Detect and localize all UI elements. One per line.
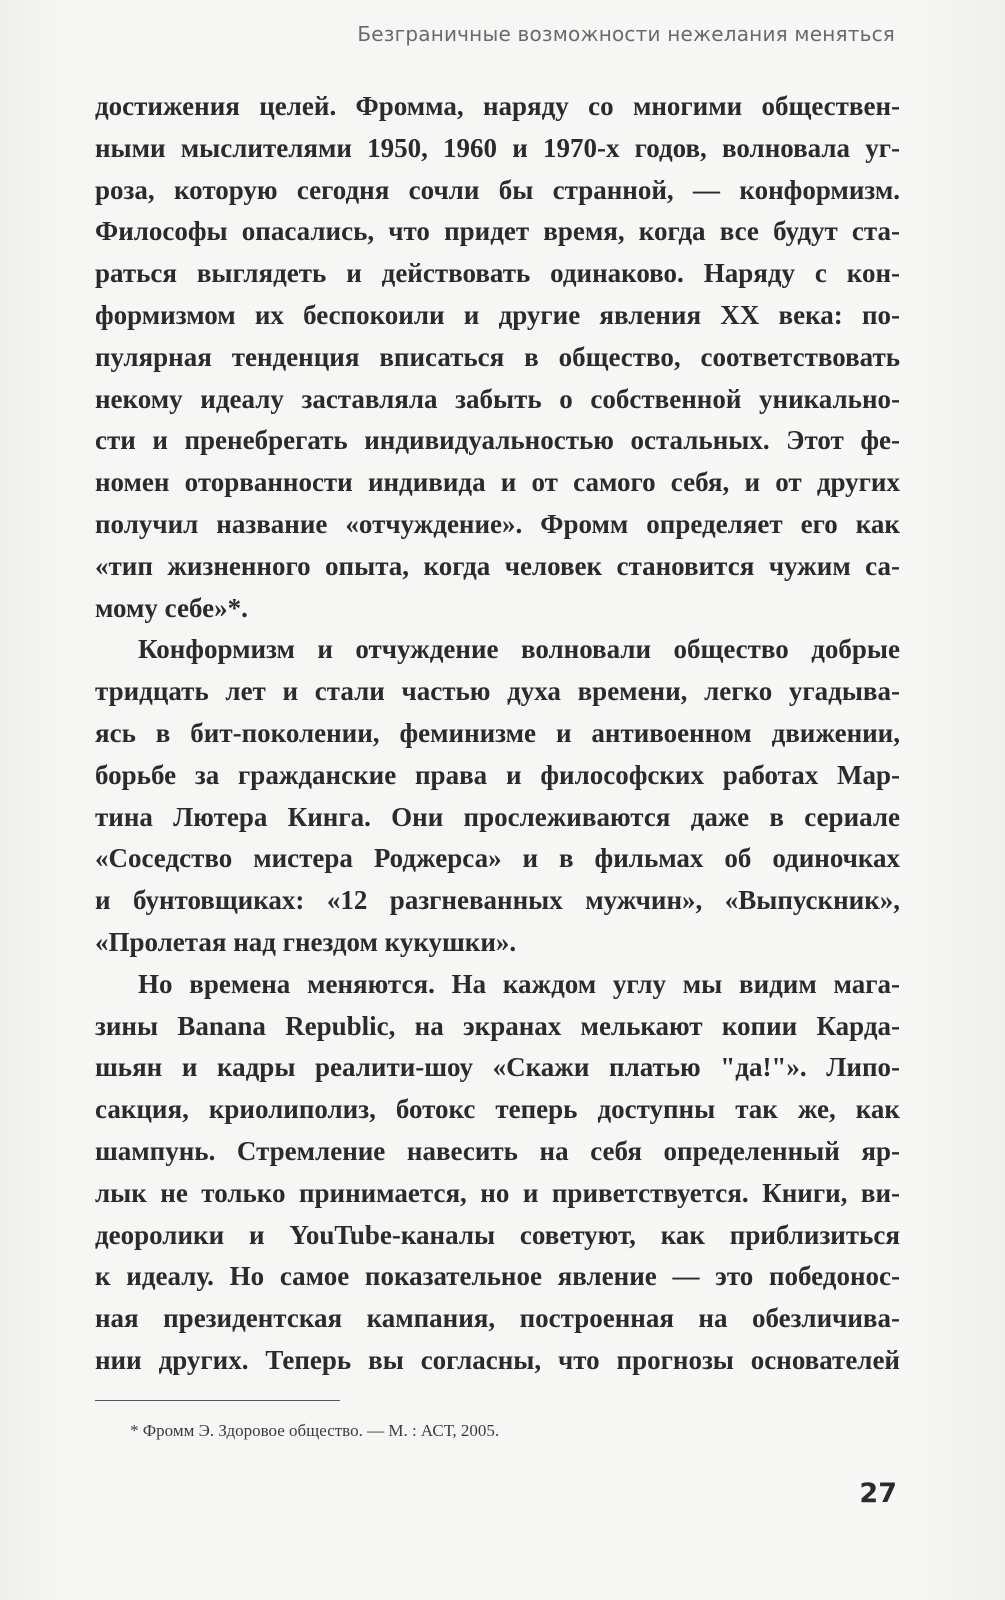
- text-line: достижения целей. Фромма, наряду со многими обществен-: [95, 91, 900, 121]
- text-line: ная президентская кампания, построенная на обезличива-: [95, 1303, 900, 1334]
- text-line: некому идеалу заставляла забыть о собственной уникально-: [95, 383, 900, 414]
- paragraph-start-line: Но времена меняются. На каждом углу мы видим мага-: [138, 968, 900, 999]
- text-line: сти и пренебрегать индивидуальностью остальных. Этот фе-: [95, 425, 900, 456]
- paragraph-start-line: Конформизм и отчуждение волновали общество добрые: [138, 634, 900, 665]
- text-line: лык не только принимается, но и приветствуется. Книги, ви-: [95, 1177, 900, 1208]
- text-line: получил название «отчуждение». Фромм определяет его как: [95, 508, 900, 539]
- text-line: и бунтовщиках: «12 разгневанных мужчин», «Выпускник»,: [95, 885, 900, 916]
- text-line: «Пролетая над гнездом кукушки».: [95, 926, 517, 957]
- text-line: Философы опасались, что придет время, когда все будут ста-: [95, 216, 900, 247]
- text-line: мому себе»*.: [95, 592, 248, 623]
- text-line: раться выглядеть и действовать одинаково. Наряду с кон-: [95, 258, 900, 289]
- page-number: 27: [859, 1478, 897, 1509]
- footnote: * Фромм Э. Здоровое общество. — М. : АСТ, 2005.: [130, 1421, 500, 1440]
- text-line: ными мыслителями 1950, 1960 и 1970-х годов, волновала уг-: [95, 132, 900, 163]
- footnote-divider: [95, 1400, 340, 1401]
- text-line: формизмом их беспокоили и другие явления XX века: по-: [95, 299, 900, 330]
- text-line: тина Лютера Кинга. Они прослеживаются даже в сериале: [95, 801, 900, 832]
- text-line: номен оторванности индивида и от самого себя, и от других: [95, 467, 900, 498]
- text-line: тридцать лет и стали частью духа времени, легко угадыва-: [95, 676, 900, 707]
- text-line: деоролики и YouTube-каналы советуют, как приблизиться: [95, 1219, 900, 1250]
- text-line: сакция, криолиполиз, ботокс теперь доступны так же, как: [95, 1094, 900, 1125]
- text-line: «Соседство мистера Роджерса» и в фильмах об одиночках: [95, 843, 900, 874]
- text-line: борьбе за гражданские права и философских работах Мар-: [95, 759, 900, 790]
- text-line: к идеалу. Но самое показательное явление — это победонос-: [95, 1261, 900, 1292]
- body-text: [95, 86, 900, 1382]
- running-header: Безграничные возможности нежелания меняться: [357, 22, 895, 46]
- text-line: роза, которую сегодня сочли бы странной, — конформизм.: [95, 174, 900, 205]
- text-line: пулярная тенденция вписаться в общество, соответствовать: [95, 341, 900, 372]
- text-line: зины Banana Republic, на экранах мелькают копии Карда-: [95, 1010, 900, 1041]
- text-line: ясь в бит-поколении, феминизме и антивоенном движении,: [95, 717, 900, 748]
- text-line: «тип жизненного опыта, когда человек становится чужим са-: [95, 550, 900, 581]
- text-line: нии других. Теперь вы согласны, что прогнозы основателей: [95, 1344, 900, 1375]
- text-line: шьян и кадры реалити-шоу «Скажи платью "да!"». Липо-: [95, 1052, 900, 1083]
- text-line: шампунь. Стремление навесить на себя определенный яр-: [95, 1135, 900, 1166]
